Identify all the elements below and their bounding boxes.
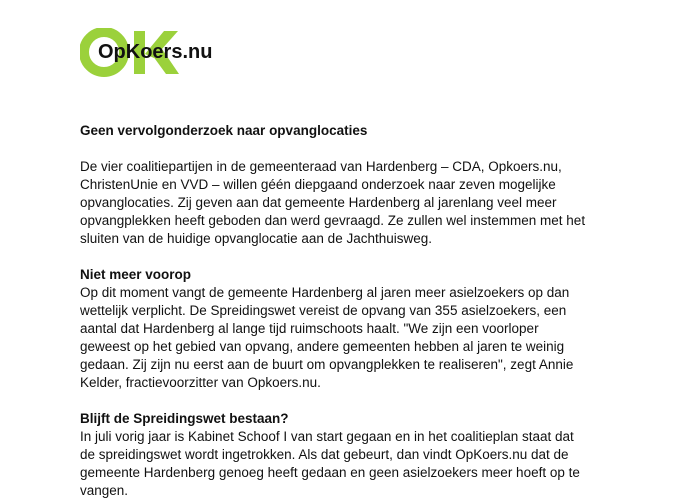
opkoers-logo-graphic xyxy=(80,28,250,78)
section-line: aantal dat Hardenberg al lange tijd ruimschoots haalt. "We zijn een voorloper xyxy=(80,321,539,336)
intro-line: opvanglocaties. Zij geven aan dat gemeente Hardenberg al jarenlang veel meer xyxy=(80,195,557,210)
intro-line: opvangplekken heeft geboden dan werd gevraagd. Ze zullen wel instemmen met het xyxy=(80,213,586,228)
section-line: gedaan. Zij zijn nu eerst aan de buurt om opvangplekken te realiseren", zegt Annie xyxy=(80,357,574,372)
section-line: Kelder, fractievoorzitter van Opkoers.nu. xyxy=(80,375,321,390)
section-heading-niet-meer-voorop: Niet meer voorop xyxy=(80,267,192,282)
intro-paragraph xyxy=(80,158,620,248)
section-heading-spreidingswet: Blijft de Spreidingswet bestaan? xyxy=(80,411,289,426)
opkoers-logo xyxy=(80,28,250,78)
section-line: wettelijk verplicht. De Spreidingswet vereist de opvang van 355 asielzoekers, een xyxy=(80,303,567,318)
section-line: gemeente Hardenberg genoeg heeft gedaan en geen asielzoekers meer hoeft op te xyxy=(80,465,580,480)
intro-line: ChristenUnie en VVD – willen géén diepgaand onderzoek naar zeven mogelijke xyxy=(80,177,556,192)
intro-line: De vier coalitiepartijen in de gemeenteraad van Hardenberg – CDA, Opkoers.nu, xyxy=(80,159,562,174)
section-line: de spreidingswet wordt ingetrokken. Als dat gebeurt, dan vindt OpKoers.nu dat de xyxy=(80,447,569,462)
section-line: In juli vorig jaar is Kabinet Schoof I van start gegaan en in het coalitieplan staat dat xyxy=(80,429,574,444)
section-line: geweest op het gebied van opvang, andere gemeenten hebben al jaren te weinig xyxy=(80,339,565,354)
section-paragraph-spreidingswet xyxy=(80,428,620,500)
logo-text: OpKoers.nu xyxy=(98,41,213,63)
article xyxy=(80,122,620,500)
intro-line: sluiten van de huidige opvanglocatie aan de Jachthuisweg. xyxy=(80,231,433,246)
section-line: vangen. xyxy=(80,483,129,498)
article-title: Geen vervolgonderzoek naar opvanglocaties xyxy=(80,123,368,138)
section-line: Op dit moment vangt de gemeente Hardenberg al jaren meer asielzoekers op dan xyxy=(80,285,570,300)
section-paragraph-niet-meer-voorop xyxy=(80,284,620,392)
